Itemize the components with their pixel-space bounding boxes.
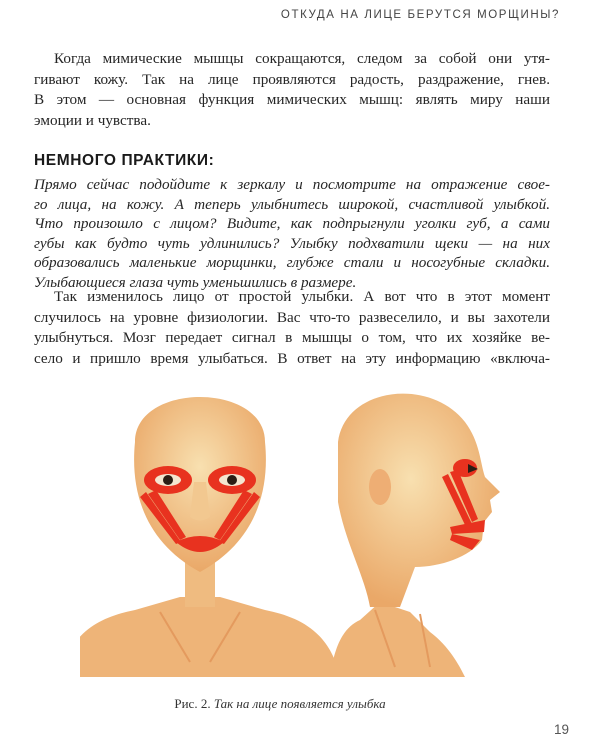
text-line: Когда мимические мышцы сокращаются, следом за собой они утя-: [54, 50, 550, 67]
text-line: образовались маленькие морщинки, глубже стали и носогубные складки.: [34, 254, 550, 271]
text-line: Так изменилось лицо от простой улыбки. А вот что в этот момент: [54, 288, 550, 305]
figure-caption: [0, 696, 560, 712]
text-line: улыбнуться. Мозг передает сигнал в мышцы о том, что их хозяйке ве-: [34, 329, 550, 346]
text-line: губы как будто чуть удлинились? Улыбку подхватили щеки — на них: [34, 234, 550, 252]
text-line: Улыбающиеся глаза чуть уменьшились в размере.: [34, 273, 357, 291]
running-head: ОТКУДА НА ЛИЦЕ БЕРУТСЯ МОРЩИНЫ?: [280, 9, 560, 21]
side-head: [330, 394, 500, 677]
text-line: село и пришло время улыбаться. В ответ на эту информацию «включа-: [34, 349, 550, 367]
text-line: эмоции и чувства.: [34, 111, 151, 129]
caption-prefix: Рис. 2.: [174, 696, 211, 711]
paragraph-intro: [34, 49, 550, 131]
paragraph-physiology: [34, 287, 550, 369]
text-line: го лица, на кожу. А теперь улыбнитесь широкой, счастливой улыбкой.: [34, 195, 550, 213]
text-line: гивают кожу. Так на лице проявляются радость, раздражение, гнев.: [34, 70, 550, 88]
caption-text: Так на лице появляется улыбка: [213, 696, 386, 711]
facial-muscles-illustration: [80, 382, 530, 677]
page-number: 19: [553, 722, 569, 737]
section-heading: НЕМНОГО ПРАКТИКИ:: [34, 152, 215, 169]
text-line: Прямо сейчас подойдите к зеркалу и посмотрите на отражение свое-: [34, 176, 550, 193]
text-line: В этом — основная функция мимических мышц: являть миру наши: [34, 91, 550, 108]
practice-text: [34, 175, 550, 292]
text-line: Что произошло с лицом? Видите, как подпрыгнули уголки губ, а сами: [34, 215, 550, 232]
text-line: случилось на уровне физиологии. Вас что-то развеселило, и вы захотели: [34, 308, 550, 326]
front-head: [80, 397, 340, 677]
